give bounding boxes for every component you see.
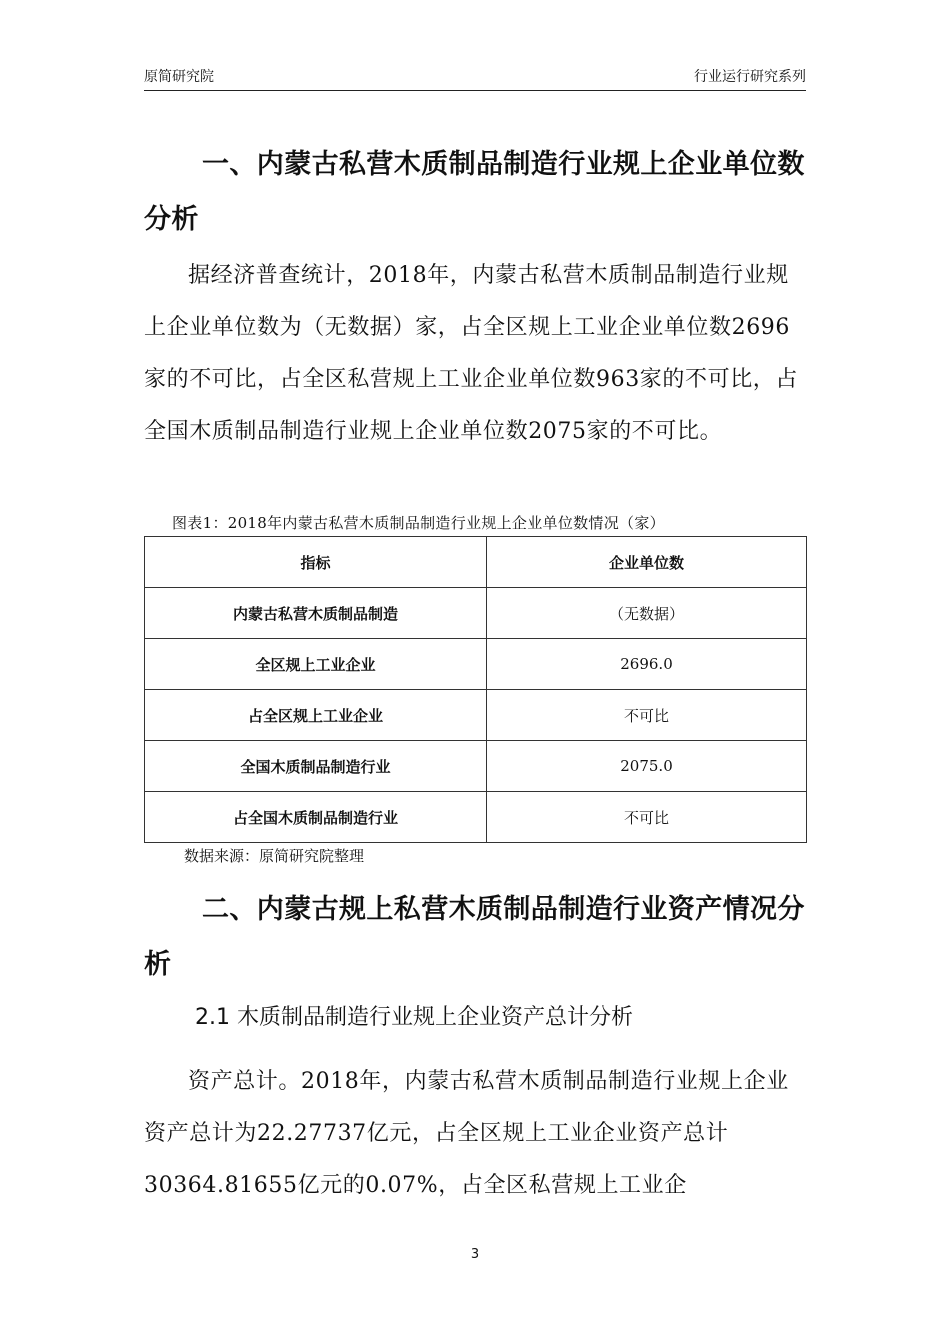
table-cell-value: （无数据） [487, 588, 807, 639]
header-series-name: 行业运行研究系列 [694, 69, 806, 85]
table-cell-indicator: 内蒙古私营木质制品制造 [145, 588, 487, 639]
table1-caption: 图表1：2018年内蒙古私营木质制品制造行业规上企业单位数情况（家） [172, 514, 665, 532]
section2-subheading: 2.1 木质制品制造行业规上企业资产总计分析 [195, 1005, 633, 1030]
table-header-row [145, 537, 807, 588]
table-cell-value: 不可比 [487, 690, 807, 741]
table-row [145, 588, 807, 639]
section1-paragraph: 据经济普查统计，2018年，内蒙古私营木质制品制造行业规上企业单位数为（无数据）家，占全区规上工业企业单位数2696家的不可比，占全区私营规上工业企业单位数963家的不可比，占全国木质制品制造行业规上企业单位数2075家的不可比。 [144, 263, 798, 444]
table-row [145, 690, 807, 741]
table-cell-indicator: 全国木质制品制造行业 [145, 741, 487, 792]
table-cell-indicator: 占全国木质制品制造行业 [145, 792, 487, 843]
section2-heading: 二、内蒙古规上私营木质制品制造行业资产情况分析 [144, 894, 805, 980]
table-row [145, 741, 807, 792]
table-row [145, 639, 807, 690]
section2-paragraph: 资产总计。2018年，内蒙古私营木质制品制造行业规上企业资产总计为22.27737亿元，占全区规上工业企业资产总计30364.81655亿元的0.07%，占全区私营规上工业企 [144, 1069, 789, 1198]
table-cell-value: 2696.0 [487, 639, 807, 690]
table-cell-indicator: 占全区规上工业企业 [145, 690, 487, 741]
section1-heading: 一、内蒙古私营木质制品制造行业规上企业单位数分析 [144, 149, 805, 235]
table-cell-indicator: 全区规上工业企业 [145, 639, 487, 690]
table-header-cell: 企业单位数 [487, 537, 807, 588]
table-cell-value: 2075.0 [487, 741, 807, 792]
table-header-cell: 指标 [145, 537, 487, 588]
table1-source: 数据来源：原简研究院整理 [184, 847, 365, 865]
page-header [144, 66, 806, 91]
page-number: 3 [470, 1247, 480, 1262]
table-cell-value: 不可比 [487, 792, 807, 843]
header-org-name: 原简研究院 [144, 69, 214, 85]
table-row [145, 792, 807, 843]
unit-count-table [144, 536, 807, 843]
